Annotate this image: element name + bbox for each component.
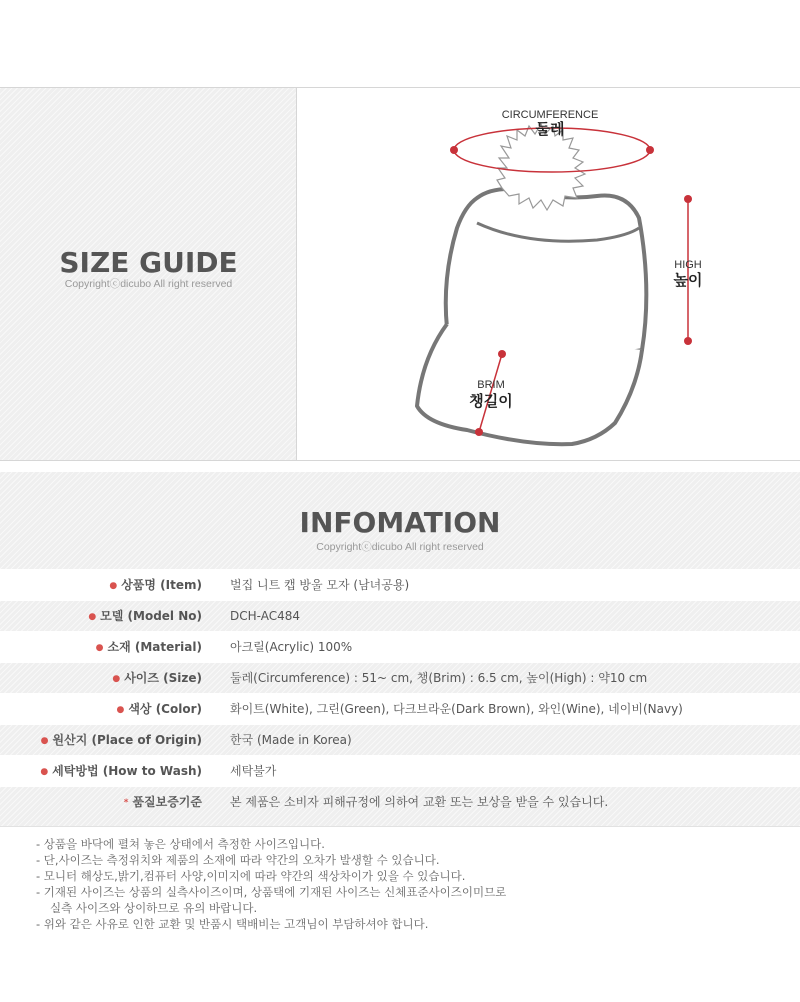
- row-label-text: 상품명 (Item): [121, 578, 202, 592]
- table-row: [0, 756, 800, 787]
- row-label-text: 색상 (Color): [128, 702, 202, 716]
- row-value: 세탁불가: [230, 764, 277, 778]
- notes-divider: [0, 826, 800, 827]
- size-diagram-panel: [297, 88, 800, 460]
- high-top-marker: [684, 195, 692, 203]
- bullet-dot-icon: ●: [88, 612, 97, 622]
- circumference-label-en: CIRCUMFERENCE: [501, 109, 599, 121]
- information-table: [0, 570, 800, 828]
- information-title: INFOMATION: [299, 506, 501, 539]
- circumference-left-marker: [450, 146, 458, 154]
- note-item: - 상품을 바닥에 펼쳐 놓은 상태에서 측정한 사이즈입니다.: [36, 837, 325, 851]
- table-row: [0, 601, 800, 632]
- row-label-text: 소재 (Material): [107, 640, 202, 654]
- row-value: 둘레(Circumference) : 51~ cm, 챙(Brim) : 6.5 cm, 높이(High) : 약10 cm: [230, 671, 648, 685]
- note-item: 실측 사이즈와 상이하므로 유의 바랍니다.: [50, 901, 258, 915]
- bullet-dot-icon: ●: [112, 674, 121, 684]
- note-item: - 모니터 해상도,밝기,컴퓨터 사양,이미지에 따라 약간의 색상차이가 있을 수 있습니다.: [36, 869, 466, 883]
- row-label-text: 품질보증기준: [132, 795, 202, 809]
- row-label: [96, 632, 202, 663]
- note-item: - 기재된 사이즈는 상품의 실측사이즈이며, 상품택에 기재된 사이즈는 신체표준사이즈이미므로: [36, 885, 507, 899]
- high-label-ko: 높이: [673, 271, 703, 289]
- bullet-dot-icon: ●: [116, 705, 125, 715]
- high-label-en: HIGH: [674, 259, 702, 271]
- size-guide-panel: [0, 88, 297, 460]
- row-label: [41, 725, 202, 756]
- brim-label-ko: 챙길이: [469, 392, 513, 410]
- table-row: [0, 663, 800, 694]
- size-guide-copyright: Copyrightⓒdicubo All right reserved: [64, 278, 233, 290]
- bullet-dot-icon: ●: [109, 581, 118, 591]
- row-label-text: 원산지 (Place of Origin): [52, 733, 202, 747]
- information-header: [0, 472, 800, 569]
- size-guide-title: SIZE GUIDE: [59, 246, 238, 279]
- row-value: DCH-AC484: [230, 609, 300, 623]
- size-guide-section: [0, 87, 800, 461]
- row-label-text: 모델 (Model No): [100, 609, 202, 623]
- brim-top-marker: [498, 350, 506, 358]
- circumference-right-marker: [646, 146, 654, 154]
- table-row: [0, 725, 800, 756]
- bullet-dot-icon: ●: [40, 736, 49, 746]
- table-row: [0, 787, 800, 828]
- row-value: 벌집 니트 캡 방울 모자 (남녀공용): [230, 578, 410, 592]
- row-label-text: 세탁방법 (How to Wash): [52, 764, 202, 778]
- brim-label-en: BRIM: [477, 379, 505, 391]
- row-label: [88, 601, 202, 632]
- notes-list: [36, 836, 776, 932]
- note-item: - 단,사이즈는 측정위치와 제품의 소재에 따라 약간의 오차가 발생할 수 있습니다.: [36, 853, 440, 867]
- high-bottom-marker: [684, 337, 692, 345]
- row-label: [116, 694, 202, 725]
- row-label: [109, 570, 202, 601]
- brim-bottom-marker: [475, 428, 483, 436]
- row-label: [112, 663, 202, 694]
- row-value: 아크릴(Acrylic) 100%: [230, 640, 353, 654]
- row-label: [40, 756, 202, 787]
- information-copyright: Copyrightⓒdicubo All right reserved: [316, 541, 484, 553]
- circumference-label-ko: 둘레: [535, 120, 565, 138]
- row-label: [124, 787, 202, 818]
- row-value: 본 제품은 소비자 피해규정에 의하여 교환 또는 보상을 받을 수 있습니다.: [230, 795, 609, 809]
- cap-size-diagram: [297, 88, 800, 460]
- row-value: 화이트(White), 그린(Green), 다크브라운(Dark Brown), 와인(Wine), 네이비(Navy): [230, 702, 683, 716]
- table-row: [0, 632, 800, 663]
- row-label-text: 사이즈 (Size): [124, 671, 202, 685]
- bullet-dot-icon: ●: [95, 643, 104, 653]
- row-value: 한국 (Made in Korea): [230, 733, 352, 747]
- bullet-dot-icon: *: [123, 798, 129, 808]
- note-item: - 위와 같은 사유로 인한 교환 및 반품시 택배비는 고객님이 부담하셔야 합니다.: [36, 917, 429, 931]
- bullet-dot-icon: ●: [40, 767, 49, 777]
- table-row: [0, 570, 800, 601]
- table-row: [0, 694, 800, 725]
